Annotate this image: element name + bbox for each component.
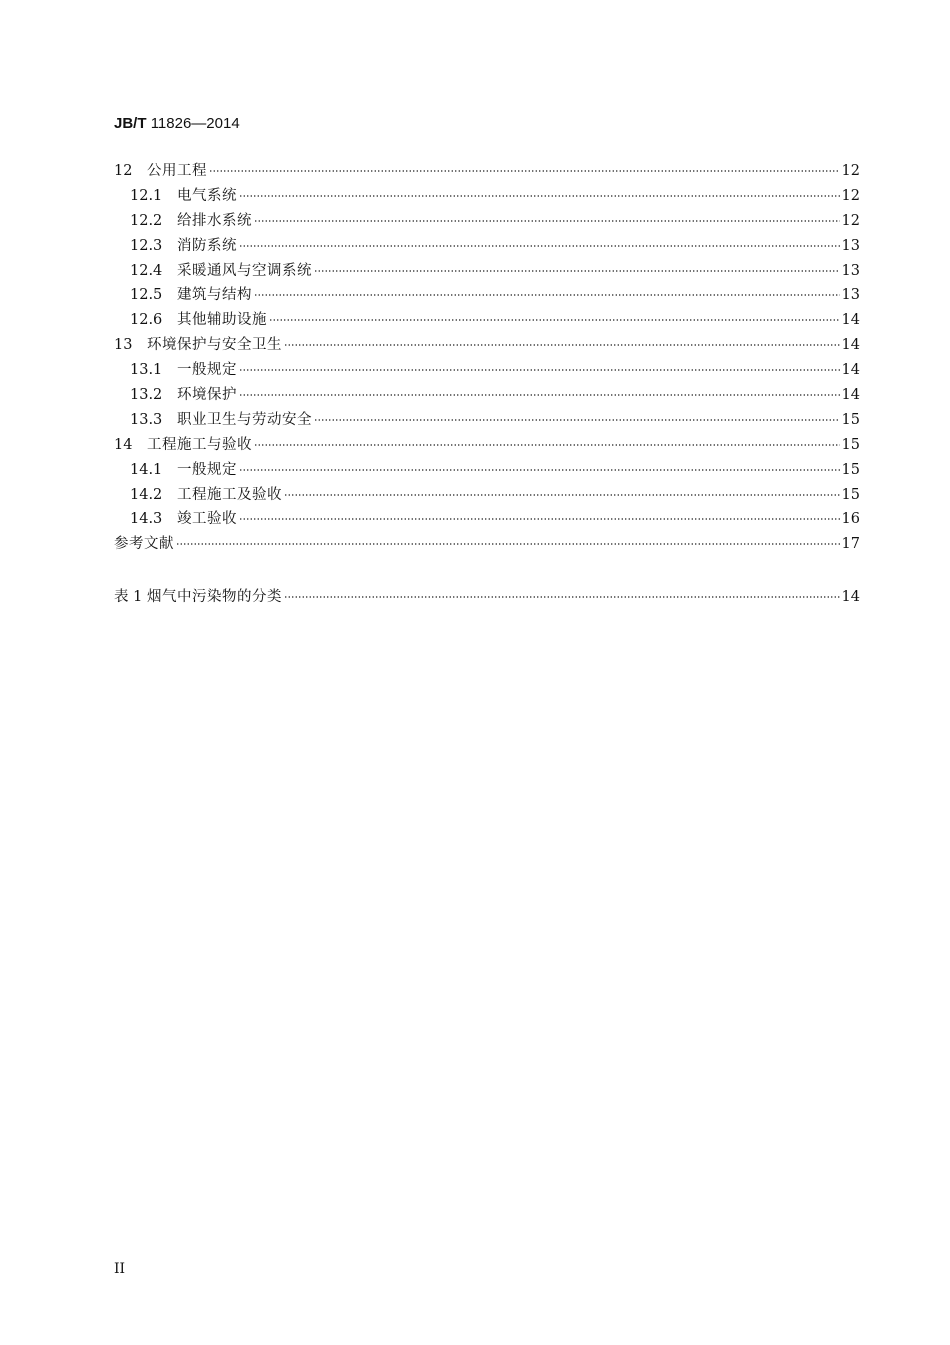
toc-entry[interactable] bbox=[114, 333, 860, 358]
toc-entry-number: 12.4 bbox=[130, 262, 163, 279]
toc-entry[interactable] bbox=[114, 433, 860, 458]
toc-entry[interactable] bbox=[114, 159, 860, 184]
toc-entry-title: 一般规定 bbox=[177, 362, 237, 379]
toc-entry-number: 14.3 bbox=[130, 511, 163, 528]
standard-number: 11826—2014 bbox=[150, 115, 240, 132]
toc-entry-page: 15 bbox=[841, 436, 860, 453]
toc-entry-title: 参考文献 bbox=[114, 536, 174, 553]
dot-leader bbox=[176, 543, 840, 545]
toc-entry-number: 14.2 bbox=[130, 486, 163, 503]
toc-entry[interactable] bbox=[114, 532, 860, 557]
dot-leader bbox=[254, 220, 840, 222]
standard-header bbox=[114, 114, 240, 134]
toc-entry-title: 其他辅助设施 bbox=[177, 312, 267, 329]
toc-entry-page: 15 bbox=[841, 461, 860, 478]
toc-entry-title: 烟气中污染物的分类 bbox=[147, 589, 282, 605]
toc-entry-page: 15 bbox=[841, 486, 860, 503]
toc-entry-title: 给排水系统 bbox=[177, 212, 252, 229]
toc-entry[interactable] bbox=[114, 408, 860, 433]
toc-entry[interactable] bbox=[114, 358, 860, 383]
dot-leader bbox=[254, 444, 840, 446]
toc-entry-page: 12 bbox=[841, 187, 860, 204]
toc-entry-page: 14 bbox=[841, 387, 860, 404]
toc-entry-page: 14 bbox=[841, 337, 860, 354]
toc-entry-page: 13 bbox=[841, 237, 860, 254]
dot-leader bbox=[314, 419, 840, 421]
toc-entry-title: 工程施工与验收 bbox=[147, 436, 252, 453]
toc-entry-title: 环境保护 bbox=[177, 387, 237, 404]
toc-entry-number: 13.2 bbox=[130, 387, 163, 404]
toc-entry-title: 建筑与结构 bbox=[177, 287, 252, 304]
dot-leader bbox=[239, 195, 840, 197]
dot-leader bbox=[239, 394, 840, 396]
toc-entry-number: 12.6 bbox=[130, 312, 163, 329]
toc-entry-title: 消防系统 bbox=[177, 237, 237, 254]
toc-entry-number: 表 1 bbox=[114, 589, 143, 605]
toc-entry-title: 竣工验收 bbox=[177, 511, 237, 528]
dot-leader bbox=[269, 319, 840, 321]
toc-entry-number: 14.1 bbox=[130, 461, 163, 478]
toc-entry-number: 12.5 bbox=[130, 287, 163, 304]
toc-entry-page: 15 bbox=[841, 411, 860, 428]
dot-leader bbox=[239, 518, 840, 520]
toc-entry[interactable] bbox=[114, 458, 860, 483]
toc-entry-title: 采暖通风与空调系统 bbox=[177, 262, 312, 279]
toc-entry-title: 电气系统 bbox=[177, 187, 237, 204]
toc-entry-number: 14 bbox=[114, 436, 133, 453]
dot-leader bbox=[239, 369, 840, 371]
toc-entry-page: 17 bbox=[841, 536, 860, 553]
dot-leader bbox=[239, 245, 840, 247]
toc-entry-page: 12 bbox=[841, 212, 860, 229]
toc-entry[interactable] bbox=[114, 283, 860, 308]
standard-prefix: JB/T bbox=[114, 115, 147, 132]
toc-entry-number: 12.1 bbox=[130, 187, 163, 204]
toc-entry-number: 12 bbox=[114, 163, 133, 179]
toc-entry[interactable] bbox=[114, 585, 860, 610]
dot-leader bbox=[284, 344, 840, 346]
toc-entry[interactable] bbox=[114, 308, 860, 333]
toc-entry-page: 14 bbox=[841, 362, 860, 379]
toc-entry[interactable] bbox=[114, 259, 860, 284]
toc-entry-number: 13.1 bbox=[130, 362, 163, 379]
toc-entry-page: 13 bbox=[841, 287, 860, 304]
toc-entry-number: 12.3 bbox=[130, 237, 163, 254]
toc-entry-title: 一般规定 bbox=[177, 461, 237, 478]
toc-entry-title: 职业卫生与劳动安全 bbox=[177, 411, 312, 428]
toc-entry-page: 14 bbox=[841, 312, 860, 329]
page-number: II bbox=[114, 1261, 126, 1277]
dot-leader bbox=[239, 469, 840, 471]
toc-entry-page: 12 bbox=[841, 163, 860, 179]
toc-entry-page: 14 bbox=[841, 589, 860, 605]
toc-entry-number: 12.2 bbox=[130, 212, 163, 229]
dot-leader bbox=[314, 270, 840, 272]
dot-leader bbox=[254, 294, 840, 296]
toc-entry-title: 工程施工及验收 bbox=[177, 486, 282, 503]
toc-entry-page: 13 bbox=[841, 262, 860, 279]
list-of-tables bbox=[114, 585, 860, 610]
toc-entry-page: 16 bbox=[841, 511, 860, 528]
toc-entry-number: 13 bbox=[114, 337, 133, 354]
toc-entry[interactable] bbox=[114, 209, 860, 234]
toc-entry-title: 环境保护与安全卫生 bbox=[147, 337, 282, 354]
toc-entry[interactable] bbox=[114, 507, 860, 532]
toc-entry[interactable] bbox=[114, 483, 860, 508]
dot-leader bbox=[284, 596, 840, 598]
toc-entry[interactable] bbox=[114, 184, 860, 209]
toc-entry[interactable] bbox=[114, 383, 860, 408]
toc-entry[interactable] bbox=[114, 234, 860, 259]
table-of-contents bbox=[114, 159, 860, 557]
toc-entry-title: 公用工程 bbox=[147, 163, 207, 179]
dot-leader bbox=[284, 494, 840, 496]
toc-entry-number: 13.3 bbox=[130, 411, 163, 428]
dot-leader bbox=[209, 170, 840, 172]
